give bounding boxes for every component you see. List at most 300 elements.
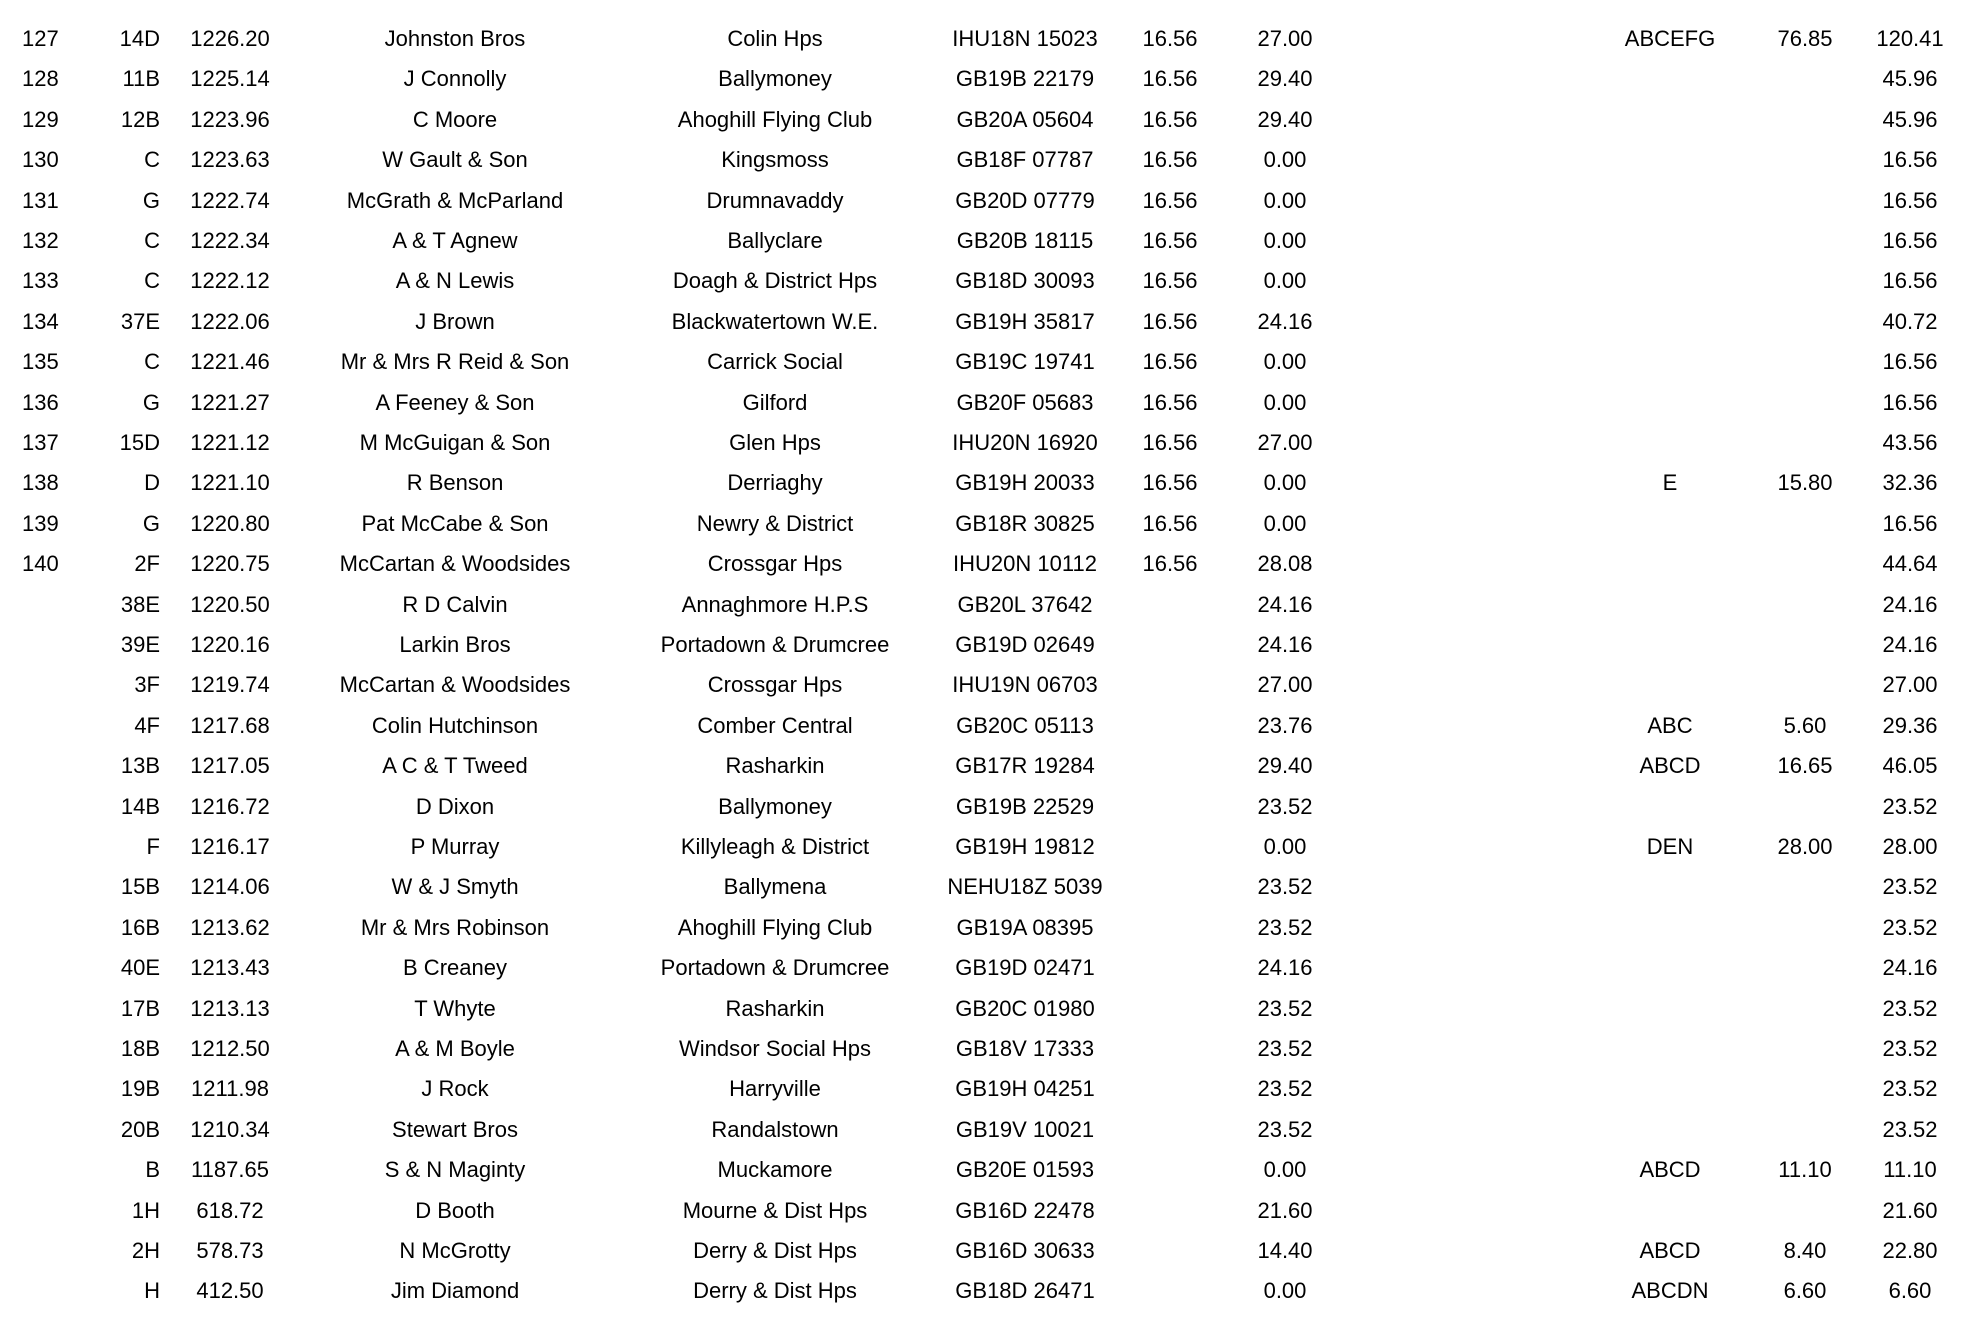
position-cell: 134 [22, 308, 59, 334]
ring-number-cell: GB19H 35817 [955, 308, 1095, 334]
prize-2-cell: 28.08 [1257, 551, 1313, 577]
table-row [0, 624, 1973, 665]
prize-2-cell: 0.00 [1263, 1278, 1307, 1304]
prize-2-cell: 0.00 [1263, 834, 1307, 859]
prize-1-cell: 16.56 [1142, 308, 1198, 334]
table-row [0, 503, 1973, 544]
position-cell [22, 826, 72, 867]
club-cell: Drumnavaddy [706, 187, 844, 213]
club-cell: Newry & District [696, 510, 854, 536]
table-row [0, 1068, 1973, 1109]
pools-cell [1590, 301, 1750, 342]
prize-2-cell: 0.00 [1263, 187, 1307, 213]
club-cell: Harryville [729, 1076, 821, 1102]
member-name-cell: Stewart Bros [392, 1116, 518, 1142]
velocity-cell: 618.72 [196, 1197, 264, 1223]
club-cell: Annaghmore H.P.S [681, 591, 869, 617]
position-cell: 130 [22, 147, 59, 173]
velocity-cell: 1221.10 [190, 470, 270, 496]
club-cell: Portadown & Drumcree [660, 955, 890, 981]
pools-cell [1590, 503, 1750, 544]
pool-amount-cell [1745, 382, 1865, 423]
prize-2-cell: 0.00 [1263, 1157, 1307, 1183]
section-cell: G [142, 510, 160, 536]
ring-number-cell: GB19D 02649 [955, 632, 1095, 657]
prize-2-cell: 24.16 [1257, 308, 1313, 334]
ring-number-cell: GB19D 02471 [955, 955, 1095, 981]
table-row [0, 705, 1973, 746]
prize-2-cell: 23.52 [1257, 1116, 1313, 1142]
position-cell [22, 745, 72, 786]
pools-cell [1590, 220, 1750, 261]
member-name-cell: M McGuigan & Son [359, 430, 551, 455]
velocity-cell: 1217.05 [190, 753, 270, 779]
table-row [0, 1109, 1973, 1150]
table-row [0, 543, 1973, 584]
prize-1-cell: 16.56 [1142, 551, 1198, 577]
prize-1-cell: 16.56 [1142, 66, 1198, 92]
velocity-cell: 578.73 [196, 1238, 264, 1263]
member-name-cell: J Rock [421, 1076, 489, 1102]
member-name-cell: McCartan & Woodsides [339, 551, 571, 577]
table-row [0, 664, 1973, 705]
position-cell [22, 664, 72, 705]
position-cell [22, 866, 72, 907]
total-cell: 21.60 [1882, 1197, 1938, 1223]
prize-2-cell: 24.16 [1257, 591, 1313, 617]
total-cell: 23.52 [1882, 1116, 1938, 1142]
pools-cell [1590, 382, 1750, 423]
section-cell: C [144, 268, 160, 294]
position-cell [22, 1028, 72, 1069]
velocity-cell: 1217.68 [190, 712, 270, 738]
table-row [0, 18, 1973, 59]
prize-1-cell [1120, 624, 1220, 665]
pools-cell [1590, 139, 1750, 180]
table-row [0, 180, 1973, 221]
pool-amount-cell: 8.40 [1783, 1238, 1827, 1263]
position-cell: 135 [22, 349, 59, 375]
position-cell [22, 1190, 72, 1231]
pool-amount-cell [1745, 1109, 1865, 1150]
prize-2-cell: 23.76 [1257, 712, 1313, 738]
pools-cell: ABCD [1639, 1238, 1701, 1263]
pool-amount-cell [1745, 139, 1865, 180]
pools-cell [1590, 1109, 1750, 1150]
position-cell: 133 [22, 268, 59, 294]
section-cell: 38E [120, 591, 160, 617]
prize-2-cell: 27.00 [1257, 430, 1313, 455]
prize-1-cell [1120, 786, 1220, 827]
table-row [0, 584, 1973, 625]
velocity-cell: 1216.72 [190, 793, 270, 819]
ring-number-cell: GB20F 05683 [956, 389, 1094, 415]
total-cell: 23.52 [1882, 914, 1938, 940]
prize-2-cell: 23.52 [1257, 1036, 1313, 1061]
velocity-cell: 1214.06 [190, 874, 270, 900]
position-cell [22, 705, 72, 746]
pool-amount-cell [1745, 341, 1865, 382]
pool-amount-cell: 16.65 [1777, 753, 1833, 779]
ring-number-cell: GB20B 18115 [956, 228, 1094, 253]
pools-cell [1590, 1190, 1750, 1231]
club-cell: Killyleagh & District [680, 834, 870, 859]
total-cell: 23.52 [1882, 1036, 1938, 1061]
member-name-cell: B Creaney [403, 955, 507, 981]
pool-amount-cell [1745, 866, 1865, 907]
pool-amount-cell: 6.60 [1783, 1278, 1827, 1304]
prize-2-cell: 0.00 [1263, 268, 1307, 294]
total-cell: 24.16 [1882, 955, 1938, 981]
member-name-cell: A & M Boyle [395, 1036, 515, 1061]
club-cell: Ahoghill Flying Club [677, 106, 873, 132]
pools-cell [1590, 947, 1750, 988]
table-row [0, 866, 1973, 907]
club-cell: Blackwatertown W.E. [671, 308, 879, 334]
velocity-cell: 1210.34 [190, 1116, 270, 1142]
prize-2-cell: 24.16 [1257, 955, 1313, 981]
pool-amount-cell [1745, 503, 1865, 544]
velocity-cell: 1222.06 [190, 308, 270, 334]
pool-amount-cell [1745, 907, 1865, 948]
pool-amount-cell [1745, 99, 1865, 140]
total-cell: 24.16 [1882, 632, 1938, 657]
club-cell: Ballyclare [727, 228, 823, 253]
total-cell: 45.96 [1882, 66, 1938, 92]
club-cell: Ballymoney [718, 66, 832, 92]
section-cell: H [144, 1278, 160, 1304]
prize-1-cell [1120, 947, 1220, 988]
prize-2-cell: 23.52 [1257, 793, 1313, 819]
total-cell: 24.16 [1882, 591, 1938, 617]
club-cell: Ahoghill Flying Club [677, 914, 873, 940]
prize-2-cell: 23.52 [1257, 914, 1313, 940]
table-row [0, 1190, 1973, 1231]
prize-1-cell [1120, 826, 1220, 867]
ring-number-cell: GB19C 19741 [955, 349, 1095, 375]
pools-cell [1590, 624, 1750, 665]
ring-number-cell: NEHU18Z 5039 [947, 874, 1103, 900]
position-cell [22, 786, 72, 827]
section-cell: 1H [131, 1197, 160, 1223]
club-cell: Rasharkin [725, 753, 825, 779]
velocity-cell: 1187.65 [191, 1157, 269, 1183]
club-cell: Kingsmoss [721, 147, 829, 173]
ring-number-cell: IHU20N 10112 [953, 551, 1097, 577]
pools-cell [1590, 99, 1750, 140]
pools-cell [1590, 664, 1750, 705]
velocity-cell: 1221.46 [190, 349, 270, 375]
member-name-cell: D Dixon [415, 793, 495, 819]
pool-amount-cell [1745, 1028, 1865, 1069]
velocity-cell: 1211.98 [191, 1076, 269, 1102]
total-cell: 16.56 [1882, 187, 1938, 213]
total-cell: 43.56 [1882, 430, 1938, 455]
prize-1-cell [1120, 584, 1220, 625]
position-cell: 128 [22, 66, 59, 92]
member-name-cell: McGrath & McParland [346, 187, 564, 213]
total-cell: 45.96 [1882, 106, 1938, 132]
pool-amount-cell [1745, 543, 1865, 584]
ring-number-cell: GB20A 05604 [956, 106, 1094, 132]
club-cell: Carrick Social [707, 349, 843, 375]
pool-amount-cell [1745, 58, 1865, 99]
club-cell: Gilford [742, 389, 808, 415]
ring-number-cell: GB19H 19812 [955, 834, 1095, 859]
total-cell: 16.56 [1882, 268, 1938, 294]
section-cell: 14B [120, 793, 160, 819]
position-cell: 139 [22, 510, 59, 536]
prize-1-cell: 16.56 [1142, 349, 1198, 375]
ring-number-cell: GB19H 04251 [955, 1076, 1095, 1102]
club-cell: Ballymena [723, 874, 827, 900]
section-cell: 14D [119, 26, 160, 51]
pool-amount-cell [1745, 301, 1865, 342]
pools-cell: E [1662, 470, 1678, 496]
total-cell: 23.52 [1882, 1076, 1938, 1102]
position-cell: 129 [22, 106, 59, 132]
club-cell: Derry & Dist Hps [693, 1278, 857, 1304]
table-row [0, 422, 1973, 463]
pool-amount-cell [1745, 220, 1865, 261]
member-name-cell: R Benson [406, 470, 504, 496]
position-cell [22, 624, 72, 665]
section-cell: 11B [122, 66, 160, 92]
velocity-cell: 1222.74 [190, 187, 270, 213]
ring-number-cell: GB16D 22478 [955, 1197, 1095, 1223]
table-row [0, 826, 1973, 867]
pools-cell [1590, 866, 1750, 907]
member-name-cell: A Feeney & Son [375, 389, 535, 415]
table-row [0, 139, 1973, 180]
prize-2-cell: 14.40 [1257, 1238, 1313, 1263]
pool-amount-cell [1745, 664, 1865, 705]
velocity-cell: 1221.27 [190, 389, 270, 415]
total-cell: 22.80 [1882, 1238, 1938, 1263]
total-cell: 11.10 [1883, 1157, 1937, 1183]
table-row [0, 220, 1973, 261]
total-cell: 29.36 [1882, 712, 1938, 738]
velocity-cell: 1223.96 [190, 106, 270, 132]
position-cell [22, 1068, 72, 1109]
ring-number-cell: GB16D 30633 [955, 1238, 1095, 1263]
position-cell: 127 [22, 26, 59, 51]
section-cell: C [144, 349, 160, 375]
velocity-cell: 1216.17 [190, 834, 270, 859]
ring-number-cell: GB18V 17333 [955, 1036, 1095, 1061]
pool-amount-cell [1745, 584, 1865, 625]
pool-amount-cell [1745, 988, 1865, 1029]
prize-2-cell: 29.40 [1257, 753, 1313, 779]
member-name-cell: J Connolly [403, 66, 507, 92]
member-name-cell: A & T Agnew [392, 228, 518, 253]
pool-amount-cell [1745, 260, 1865, 301]
position-cell: 136 [22, 389, 59, 415]
club-cell: Crossgar Hps [707, 672, 843, 698]
prize-1-cell [1120, 988, 1220, 1029]
section-cell: 2F [134, 551, 160, 577]
position-cell [22, 1109, 72, 1150]
velocity-cell: 1220.50 [190, 591, 270, 617]
section-cell: 4F [134, 712, 160, 738]
section-cell: 40E [120, 955, 160, 981]
prize-2-cell: 29.40 [1257, 66, 1313, 92]
member-name-cell: W Gault & Son [382, 147, 528, 173]
club-cell: Derry & Dist Hps [693, 1238, 857, 1263]
section-cell: G [142, 187, 160, 213]
total-cell: 32.36 [1882, 470, 1938, 496]
member-name-cell: T Whyte [414, 995, 496, 1021]
section-cell: 3F [134, 672, 160, 698]
pools-cell: ABCD [1639, 1157, 1701, 1183]
ring-number-cell: GB19B 22529 [955, 793, 1095, 819]
pool-amount-cell: 5.60 [1783, 712, 1827, 738]
prize-1-cell [1120, 1270, 1220, 1311]
section-cell: C [144, 228, 160, 253]
velocity-cell: 1219.74 [190, 672, 270, 698]
prize-2-cell: 23.52 [1257, 874, 1313, 900]
member-name-cell: Johnston Bros [384, 26, 526, 51]
section-cell: 12B [120, 106, 160, 132]
prize-1-cell [1120, 866, 1220, 907]
prize-2-cell: 23.52 [1257, 995, 1313, 1021]
section-cell: B [145, 1157, 160, 1183]
member-name-cell: D Booth [415, 1197, 495, 1223]
ring-number-cell: GB20L 37642 [957, 591, 1093, 617]
table-row [0, 786, 1973, 827]
total-cell: 120.41 [1876, 26, 1944, 51]
prize-1-cell [1120, 1190, 1220, 1231]
pool-amount-cell [1745, 180, 1865, 221]
position-cell [22, 584, 72, 625]
prize-2-cell: 27.00 [1257, 26, 1313, 51]
table-row [0, 301, 1973, 342]
member-name-cell: McCartan & Woodsides [339, 672, 571, 698]
club-cell: Comber Central [697, 712, 853, 738]
prize-1-cell: 16.56 [1142, 106, 1198, 132]
position-cell [22, 907, 72, 948]
position-cell [22, 988, 72, 1029]
ring-number-cell: GB20C 05113 [956, 712, 1094, 738]
total-cell: 27.00 [1882, 672, 1938, 698]
table-row [0, 947, 1973, 988]
prize-1-cell: 16.56 [1142, 147, 1198, 173]
total-cell: 23.52 [1882, 995, 1938, 1021]
member-name-cell: Jim Diamond [390, 1278, 520, 1304]
ring-number-cell: GB19H 20033 [955, 470, 1095, 496]
section-cell: 19B [120, 1076, 160, 1102]
section-cell: 18B [120, 1036, 160, 1061]
position-cell [22, 1270, 72, 1311]
velocity-cell: 1213.13 [190, 995, 270, 1021]
ring-number-cell: GB18D 26471 [955, 1278, 1095, 1304]
club-cell: Colin Hps [727, 26, 823, 51]
club-cell: Rasharkin [725, 995, 825, 1021]
total-cell: 6.60 [1888, 1278, 1932, 1304]
prize-2-cell: 0.00 [1263, 147, 1307, 173]
pools-cell [1590, 260, 1750, 301]
section-cell: 37E [120, 308, 160, 334]
section-cell: 2H [131, 1238, 160, 1263]
ring-number-cell: GB18F 07787 [956, 147, 1094, 173]
prize-2-cell: 0.00 [1263, 389, 1307, 415]
ring-number-cell: GB20D 07779 [955, 187, 1095, 213]
ring-number-cell: GB20C 01980 [955, 995, 1095, 1021]
member-name-cell: J Brown [415, 308, 495, 334]
table-row [0, 260, 1973, 301]
section-cell: 39E [120, 632, 160, 657]
section-cell: 17B [120, 995, 160, 1021]
prize-1-cell: 16.56 [1142, 470, 1198, 496]
pool-amount-cell [1745, 1068, 1865, 1109]
prize-1-cell [1120, 1028, 1220, 1069]
pools-cell [1590, 584, 1750, 625]
prize-1-cell: 16.56 [1142, 389, 1198, 415]
club-cell: Crossgar Hps [707, 551, 843, 577]
club-cell: Randalstown [711, 1116, 839, 1142]
member-name-cell: Mr & Mrs Robinson [360, 914, 550, 940]
ring-number-cell: GB17R 19284 [955, 753, 1095, 779]
table-row [0, 462, 1973, 503]
total-cell: 23.52 [1882, 874, 1938, 900]
velocity-cell: 1220.16 [190, 632, 270, 657]
prize-1-cell [1120, 1149, 1220, 1190]
member-name-cell: R D Calvin [402, 591, 508, 617]
ring-number-cell: IHU18N 15023 [952, 26, 1098, 51]
prize-1-cell: 16.56 [1142, 268, 1198, 294]
pools-cell [1590, 58, 1750, 99]
prize-2-cell: 21.60 [1257, 1197, 1313, 1223]
prize-1-cell: 16.56 [1142, 26, 1198, 51]
velocity-cell: 1220.80 [190, 510, 270, 536]
member-name-cell: A & N Lewis [395, 268, 515, 294]
velocity-cell: 1222.12 [190, 268, 270, 294]
table-row [0, 1270, 1973, 1311]
ring-number-cell: GB18D 30093 [955, 268, 1095, 294]
prize-1-cell [1120, 1068, 1220, 1109]
velocity-cell: 1221.12 [190, 430, 270, 455]
pools-cell: ABCDN [1631, 1278, 1709, 1304]
member-name-cell: Mr & Mrs R Reid & Son [340, 349, 570, 375]
prize-2-cell: 29.40 [1257, 106, 1313, 132]
section-cell: C [144, 147, 160, 173]
club-cell: Derriaghy [727, 470, 823, 496]
club-cell: Mourne & Dist Hps [682, 1197, 868, 1223]
total-cell: 28.00 [1882, 834, 1938, 859]
velocity-cell: 1213.62 [190, 914, 270, 940]
velocity-cell: 1226.20 [190, 26, 270, 51]
member-name-cell: C Moore [412, 106, 498, 132]
prize-1-cell: 16.56 [1142, 510, 1198, 536]
pool-amount-cell: 76.85 [1777, 26, 1833, 51]
pools-cell [1590, 786, 1750, 827]
section-cell: F [146, 834, 160, 859]
table-row [0, 1028, 1973, 1069]
pool-amount-cell [1745, 624, 1865, 665]
member-name-cell: Pat McCabe & Son [361, 510, 549, 536]
club-cell: Ballymoney [718, 793, 832, 819]
section-cell: 16B [120, 914, 160, 940]
ring-number-cell: IHU19N 06703 [952, 672, 1098, 698]
prize-1-cell [1120, 1109, 1220, 1150]
velocity-cell: 1222.34 [190, 228, 270, 253]
ring-number-cell: GB20E 01593 [955, 1157, 1095, 1183]
prize-2-cell: 0.00 [1263, 470, 1307, 496]
total-cell: 44.64 [1882, 551, 1938, 577]
ring-number-cell: GB18R 30825 [955, 510, 1095, 536]
member-name-cell: N McGrotty [399, 1238, 511, 1263]
pools-cell [1590, 422, 1750, 463]
